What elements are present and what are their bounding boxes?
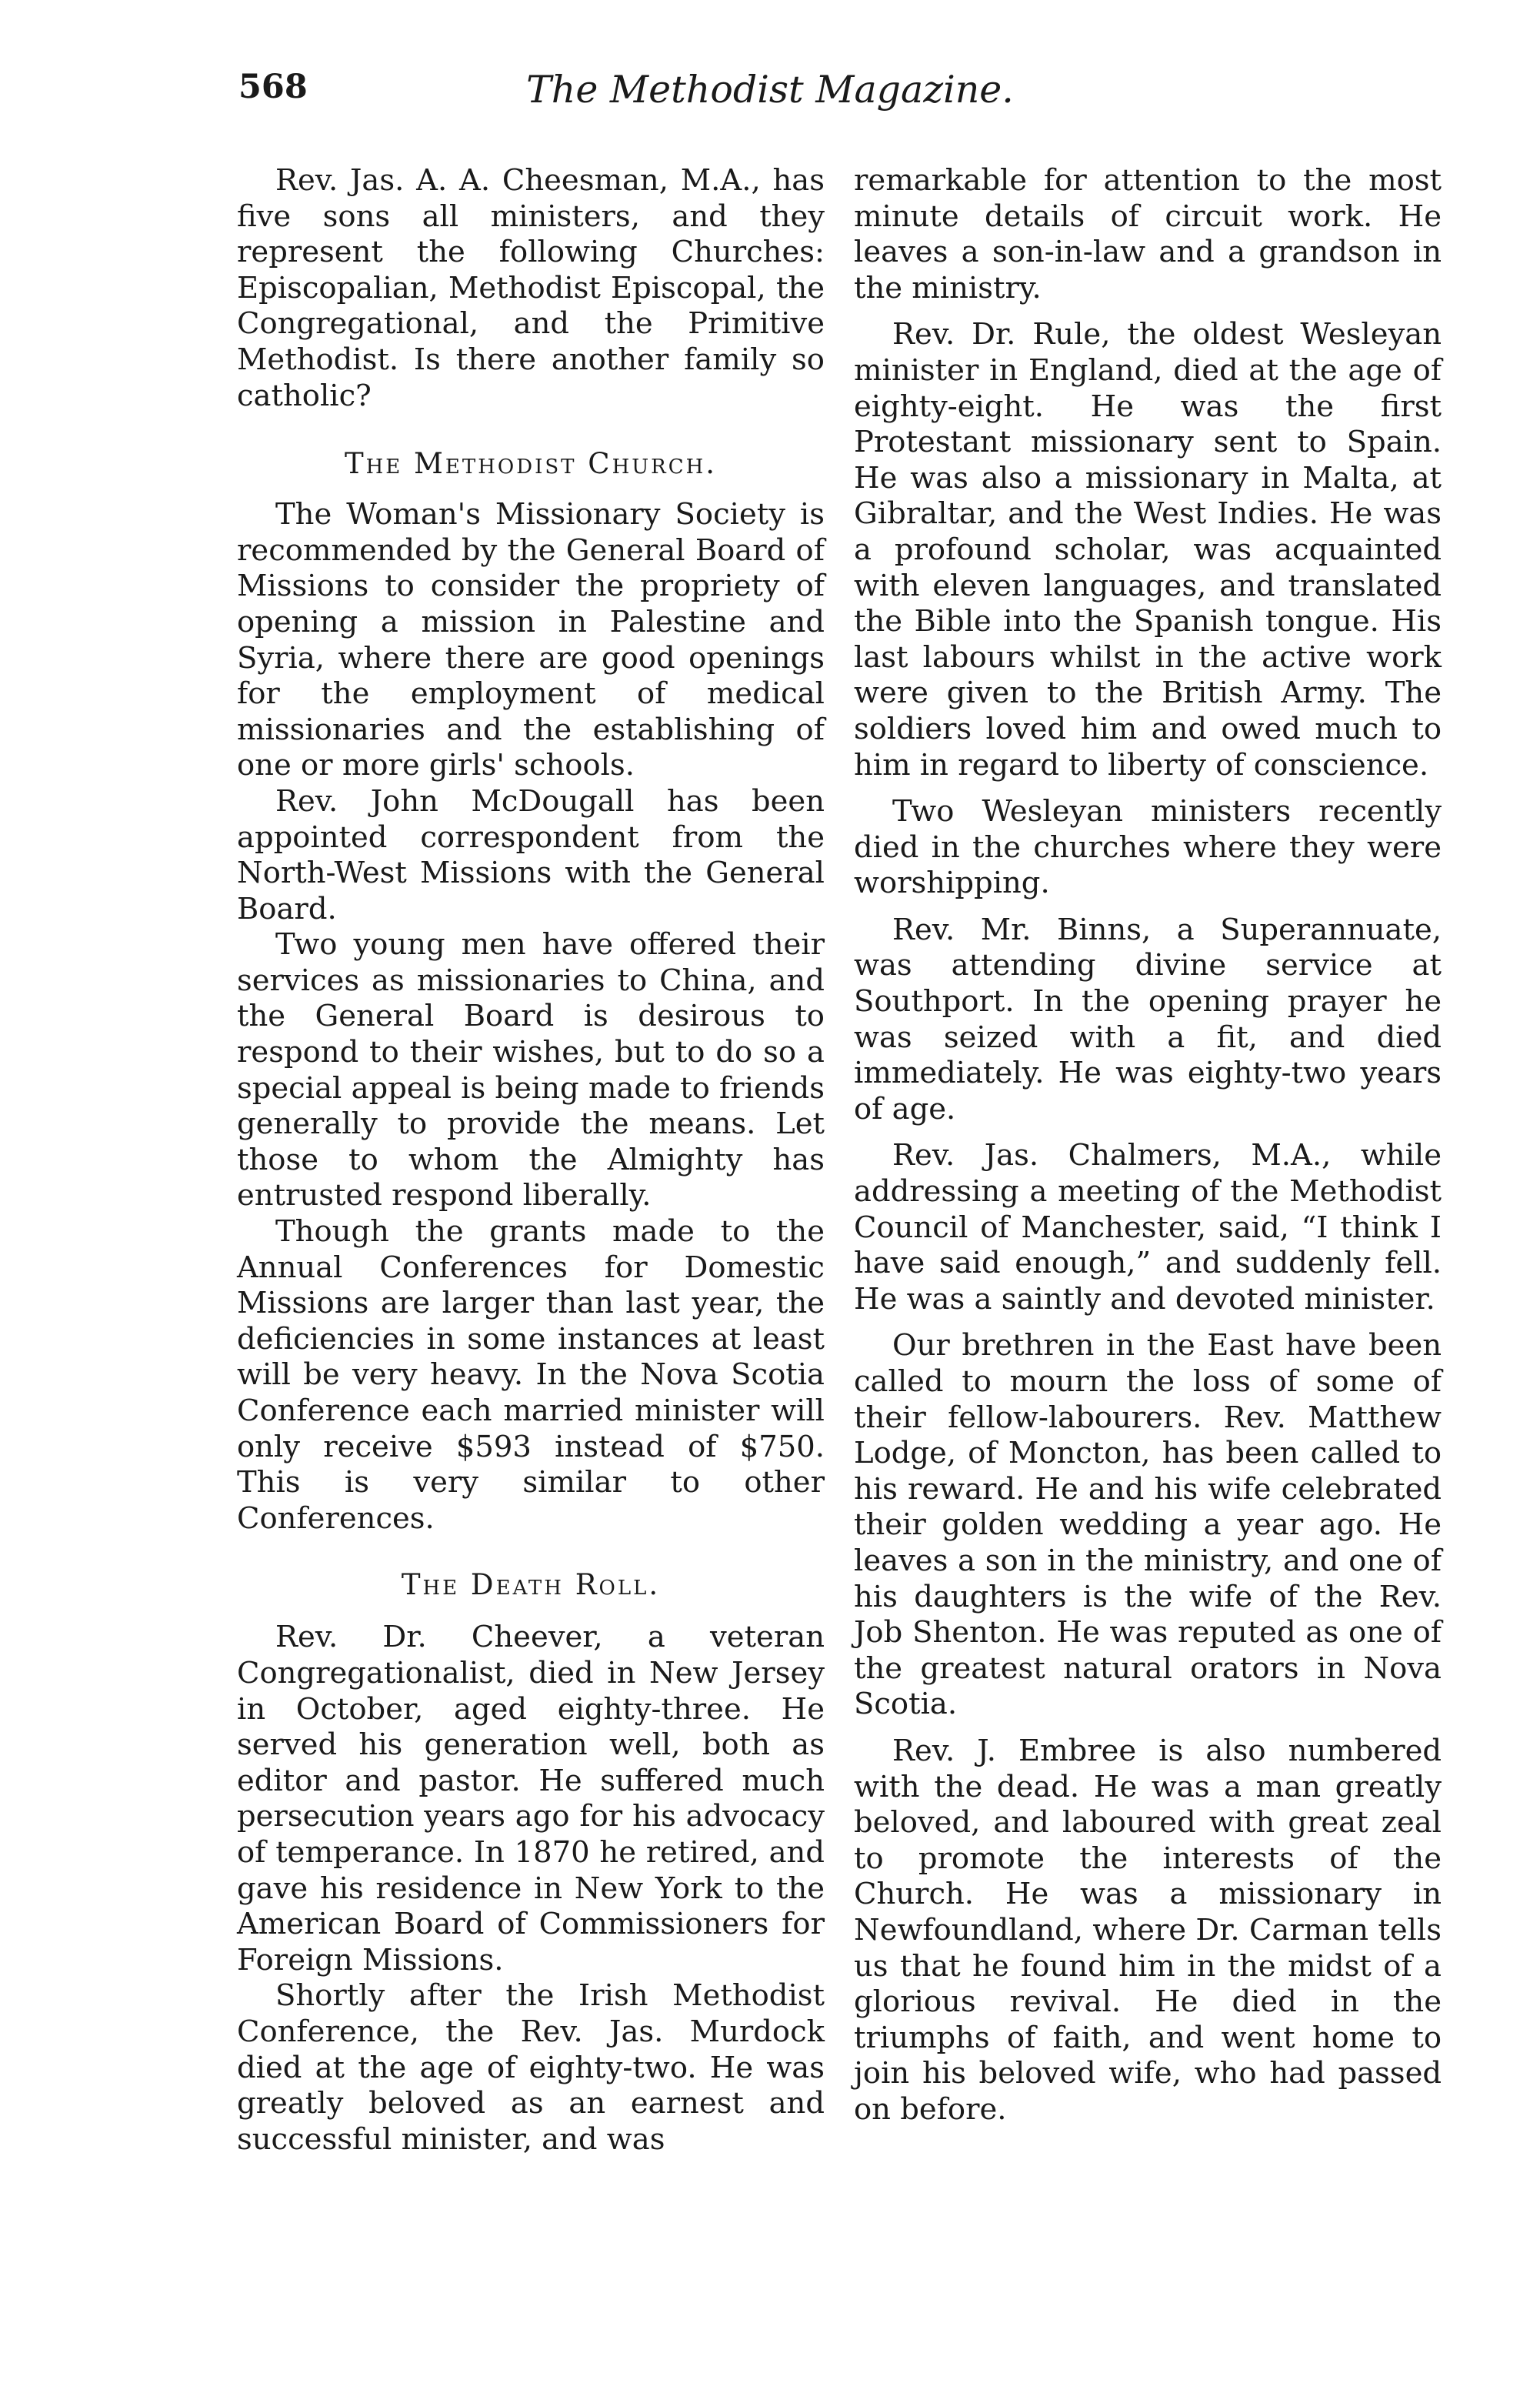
section-heading-methodist-church: The Methodist Church. <box>344 447 718 481</box>
paragraph-murdock-continued: remarkable for attention to the most minute details of circuit work. He leaves a son-in-law and a grandson in the ministry. <box>854 163 1442 305</box>
paragraph-two-wesleyan-ministers: Two Wesleyan ministers recently died in the churches where they were worshipping. <box>854 794 1442 901</box>
page-header <box>0 68 1540 137</box>
paragraph-murdock: Shortly after the Irish Methodist Conference, the Rev. Jas. Murdock died at the age of eighty-two. He was greatly beloved as an earnest and successful minister, and was <box>237 1978 825 2157</box>
paragraph-womans-missionary-society: The Woman's Missionary Society is recommended by the General Board of Missions to consider the propriety of opening a mission in Palestine and Syria, where there are good openings for the employment of medical missionaries and the establishing of one or more girls' schools. <box>237 497 825 783</box>
paragraph-embree: Rev. J. Embree is also numbered with the dead. He was a man greatly beloved, and laboured with great zeal to promote the interests of the Church. He was a missionary in Newfoundland, where Dr. Carman tells us that he found him in the midst of a glorious revival. He died in the triumphs of faith, and went home to join his beloved wife, who had passed on before. <box>854 1733 1442 2127</box>
paragraph-chalmers: Rev. Jas. Chalmers, M.A., while addressing a meeting of the Methodist Council of Manchester, said, “I think I have said enough,” and suddenly fell. He was a saintly and devoted minister. <box>854 1138 1442 1317</box>
page-number: 568 <box>238 68 308 106</box>
right-column <box>854 163 1442 2128</box>
paragraph-domestic-missions-grants: Though the grants made to the Annual Conferences for Domestic Missions are larger than last year, the deficiencies in some instances at least will be very heavy. In the Nova Scotia Conference each married minister will only receive $593 instead of $750. This is very similar to other Conferences. <box>237 1214 825 1536</box>
paragraph-cheesman: Rev. Jas. A. A. Cheesman, M.A., has five sons all ministers, and they represent the following Churches: Episcopalian, Methodist Episcopal, the Congregational, and the Primitive Methodist. Is there another family so catholic? <box>237 163 825 413</box>
paragraph-rule: Rev. Dr. Rule, the oldest Wesleyan minister in England, died at the age of eighty-eight. He was the first Protestant missionary sent to Spain. He was also a missionary in Malta, at Gibraltar, and the West Indies. He was a profound scholar, was acquainted with eleven languages, and translated the Bible into the Spanish tongue. His last labours whilst in the active work were given to the British Army. The soldiers loved him and owed much to him in regard to liberty of conscience. <box>854 317 1442 783</box>
paragraph-mcdougall: Rev. John McDougall has been appointed correspondent from the North-West Missions with the General Board. <box>237 783 825 926</box>
running-title: The Methodist Magazine. <box>526 68 1014 112</box>
paragraph-binns: Rev. Mr. Binns, a Superannuate, was attending divine service at Southport. In the opening prayer he was seized with a fit, and died immediately. He was eighty-two years of age. <box>854 912 1442 1126</box>
left-column <box>237 163 825 2158</box>
section-heading-death-roll: The Death Roll. <box>401 1568 661 1602</box>
paragraph-cheever: Rev. Dr. Cheever, a veteran Congregationalist, died in New Jersey in October, aged eighty-three. He served his generation well, both as editor and pastor. He suffered much persecution years ago for his advocacy of temperance. In 1870 he retired, and gave his residence in New York to the American Board of Commissioners for Foreign Missions. <box>237 1620 825 1977</box>
paragraph-brethren-east: Our brethren in the East have been called to mourn the loss of some of their fellow-labourers. Rev. Matthew Lodge, of Moncton, has been called to his reward. He and his wife celebrated their golden wedding a year ago. He leaves a son in the ministry, and one of his daughters is the wife of the Rev. Job Shenton. He was reputed as one of the greatest natural orators in Nova Scotia. <box>854 1328 1442 1722</box>
paragraph-china-missionaries: Two young men have offered their services as missionaries to China, and the General Board is desirous to respond to their wishes, but to do so a special appeal is being made to friends generally to provide the means. Let those to whom the Almighty has entrusted respond liberally. <box>237 927 825 1213</box>
